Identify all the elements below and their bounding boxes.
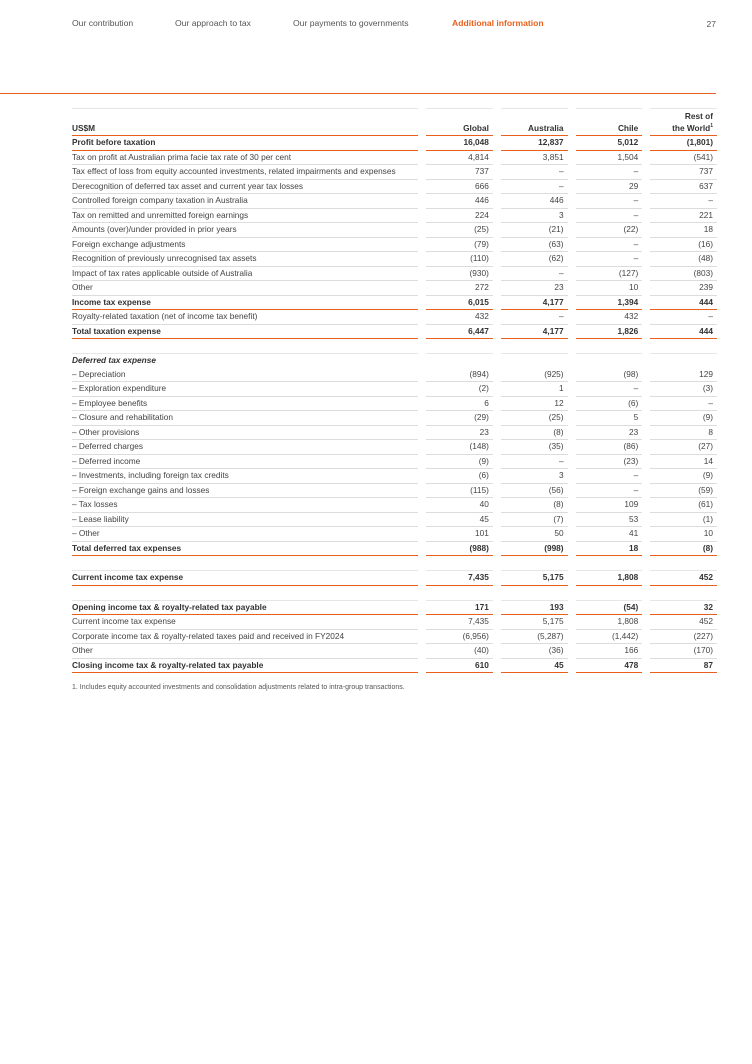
cell-global: 7,435 [426,571,493,586]
cell-australia: 1 [501,382,568,397]
cell-global: 16,048 [426,136,493,151]
cell-australia: (36) [501,644,568,659]
cell-global: (79) [426,238,493,253]
section-heading-row [72,354,717,368]
row-label: Amounts (over)/under provided in prior years [72,223,418,238]
table-row [72,223,717,238]
cell-global: (6) [426,469,493,484]
row-label: – Other [72,527,418,542]
cell-chile: 5,012 [576,136,643,151]
table-body [72,136,717,673]
cell-rest-of-world: (27) [650,440,717,455]
cell-global: (894) [426,368,493,383]
cell-chile [576,339,643,354]
cell-global: 224 [426,209,493,224]
cell-rest-of-world: (59) [650,484,717,499]
cell-australia: 12,837 [501,136,568,151]
cell-australia: (925) [501,368,568,383]
cell-rest-of-world: 239 [650,281,717,296]
row-label: Total taxation expense [72,325,418,340]
top-navigation [72,18,716,32]
cell-rest-of-world: (8) [650,542,717,557]
cell-chile: 109 [576,498,643,513]
row-label: Closing income tax & royalty-related tax payable [72,659,418,674]
cell-australia: – [501,180,568,195]
row-label: Controlled foreign company taxation in Australia [72,194,418,209]
nav-item-additional-information[interactable]: Additional information [452,18,544,28]
table-row [72,368,717,383]
cell-australia: (998) [501,542,568,557]
cell-global: (148) [426,440,493,455]
cell-chile: (6) [576,397,643,412]
cell-australia: 5,175 [501,615,568,630]
row-label [72,586,418,601]
cell-australia: 446 [501,194,568,209]
cell-rest-of-world: 637 [650,180,717,195]
table-row [72,527,717,542]
row-label: – Closure and rehabilitation [72,411,418,426]
cell-chile: – [576,165,643,180]
table-row [72,615,717,630]
cell-chile: 166 [576,644,643,659]
header-australia: Australia [501,108,568,136]
cell-chile: – [576,209,643,224]
row-label: Royalty-related taxation (net of income tax benefit) [72,310,418,325]
table-row [72,382,717,397]
cell-chile: – [576,194,643,209]
table-row [72,310,717,325]
cell-australia: (21) [501,223,568,238]
cell-australia: 3,851 [501,151,568,166]
cell-global: (40) [426,644,493,659]
cell-global: (110) [426,252,493,267]
cell-global: 7,435 [426,615,493,630]
cell-australia: 50 [501,527,568,542]
cell-australia [501,586,568,601]
row-label: Other [72,644,418,659]
table-row [72,630,717,645]
row-label: Tax on profit at Australian prima facie tax rate of 30 per cent [72,151,418,166]
table-row [72,165,717,180]
cell-chile: (54) [576,601,643,616]
cell-rest-of-world: 8 [650,426,717,441]
header-rest-line1: Rest of [684,111,713,122]
row-label: Foreign exchange adjustments [72,238,418,253]
cell-rest-of-world: 452 [650,615,717,630]
row-label [72,556,418,571]
cell-global: 101 [426,527,493,542]
row-label: – Foreign exchange gains and losses [72,484,418,499]
cell-australia: 5,175 [501,571,568,586]
cell-rest-of-world: 452 [650,571,717,586]
table-row [72,426,717,441]
table-spacer-row [72,339,717,354]
cell-chile: (22) [576,223,643,238]
cell-australia: – [501,455,568,470]
cell-chile: 29 [576,180,643,195]
cell-chile [576,556,643,571]
cell-chile: 18 [576,542,643,557]
cell-chile: (127) [576,267,643,282]
row-label: Recognition of previously unrecognised tax assets [72,252,418,267]
row-label: – Exploration expenditure [72,382,418,397]
row-label: – Depreciation [72,368,418,383]
table-row [72,411,717,426]
cell-chile: 5 [576,411,643,426]
cell-rest-of-world: (9) [650,469,717,484]
table-spacer-row [72,556,717,571]
cell-rest-of-world: 444 [650,325,717,340]
cell-chile: – [576,484,643,499]
table-row [72,209,717,224]
cell-australia: 4,177 [501,296,568,311]
row-label: Tax effect of loss from equity accounted investments, related impairments and expenses [72,165,418,180]
page-number: 27 [706,19,716,29]
cell-global: 4,814 [426,151,493,166]
cell-global [426,354,493,368]
footnote: 1. Includes equity accounted investments and consolidation adjustments related to intra-group transactions. [72,684,405,691]
nav-item-our-contribution[interactable]: Our contribution [72,18,134,28]
cell-rest-of-world: (1,801) [650,136,717,151]
cell-australia: – [501,310,568,325]
cell-chile: 1,808 [576,615,643,630]
cell-rest-of-world: 32 [650,601,717,616]
cell-global: 45 [426,513,493,528]
row-label: Other [72,281,418,296]
cell-rest-of-world: 14 [650,455,717,470]
cell-rest-of-world: 221 [650,209,717,224]
cell-australia: – [501,165,568,180]
row-label: – Lease liability [72,513,418,528]
cell-australia: (5,287) [501,630,568,645]
cell-australia: (56) [501,484,568,499]
cell-chile: – [576,469,643,484]
cell-chile [576,354,643,368]
table-header-row [72,108,717,136]
cell-rest-of-world: (541) [650,151,717,166]
table-row [72,498,717,513]
table-row [72,513,717,528]
header-divider [0,93,716,94]
row-label: – Tax losses [72,498,418,513]
cell-rest-of-world: (48) [650,252,717,267]
row-label: Opening income tax & royalty-related tax payable [72,601,418,616]
row-label [72,339,418,354]
cell-rest-of-world: 87 [650,659,717,674]
row-label: – Deferred income [72,455,418,470]
cell-rest-of-world: (227) [650,630,717,645]
cell-australia: (25) [501,411,568,426]
cell-global [426,339,493,354]
cell-global: 40 [426,498,493,513]
cell-global: (25) [426,223,493,238]
cell-global: (988) [426,542,493,557]
cell-rest-of-world: – [650,397,717,412]
table-row [72,296,717,311]
table-row [72,601,717,616]
footnote-marker: 1 [710,123,713,130]
cell-australia [501,354,568,368]
cell-rest-of-world [650,339,717,354]
cell-chile: 1,808 [576,571,643,586]
cell-rest-of-world: – [650,310,717,325]
cell-australia: 23 [501,281,568,296]
table-row [72,659,717,674]
table-row [72,267,717,282]
cell-rest-of-world: (9) [650,411,717,426]
cell-rest-of-world: (170) [650,644,717,659]
row-label: – Deferred charges [72,440,418,455]
row-label: Impact of tax rates applicable outside of Australia [72,267,418,282]
table-row [72,252,717,267]
cell-australia: 12 [501,397,568,412]
table-row [72,180,717,195]
cell-australia: (7) [501,513,568,528]
cell-global: 737 [426,165,493,180]
header-rest-of-world [650,108,717,136]
header-usd-m: US$M [72,108,418,136]
cell-australia [501,339,568,354]
row-label: Tax on remitted and unremitted foreign earnings [72,209,418,224]
header-global: Global [426,108,493,136]
cell-chile: 10 [576,281,643,296]
cell-chile: 1,394 [576,296,643,311]
cell-chile: 23 [576,426,643,441]
cell-chile: (23) [576,455,643,470]
cell-australia: 3 [501,469,568,484]
cell-australia: (8) [501,498,568,513]
cell-australia: (8) [501,426,568,441]
header-rest-line2: the World [672,123,711,133]
cell-chile: – [576,238,643,253]
cell-chile: 1,504 [576,151,643,166]
row-label: Corporate income tax & royalty-related taxes paid and received in FY2024 [72,630,418,645]
row-label: Profit before taxation [72,136,418,151]
cell-chile: 432 [576,310,643,325]
tax-reconciliation-table [72,108,717,673]
cell-rest-of-world: (3) [650,382,717,397]
cell-australia: 3 [501,209,568,224]
table-row [72,571,717,586]
cell-global: 6,447 [426,325,493,340]
nav-item-our-approach-to-tax[interactable]: Our approach to tax [175,18,251,28]
row-label: Deferred tax expense [72,355,156,365]
cell-global: 6 [426,397,493,412]
row-label: – Investments, including foreign tax credits [72,469,418,484]
cell-chile: (1,442) [576,630,643,645]
cell-global: (115) [426,484,493,499]
cell-rest-of-world: – [650,194,717,209]
cell-global: (29) [426,411,493,426]
cell-australia [501,556,568,571]
table-row [72,469,717,484]
cell-rest-of-world: (803) [650,267,717,282]
cell-rest-of-world [650,586,717,601]
table-row [72,455,717,470]
cell-global [426,586,493,601]
table-row [72,194,717,209]
header-chile: Chile [576,108,643,136]
row-label: Current income tax expense [72,615,418,630]
table-row [72,238,717,253]
row-label: – Other provisions [72,426,418,441]
table-row [72,542,717,557]
cell-rest-of-world: (1) [650,513,717,528]
cell-chile: (86) [576,440,643,455]
cell-chile: 1,826 [576,325,643,340]
cell-rest-of-world: (61) [650,498,717,513]
table-row [72,151,717,166]
table-row [72,440,717,455]
cell-rest-of-world: 737 [650,165,717,180]
table-row [72,281,717,296]
table-row [72,644,717,659]
table-spacer-row [72,586,717,601]
cell-chile: 53 [576,513,643,528]
cell-australia: (63) [501,238,568,253]
cell-rest-of-world: 18 [650,223,717,238]
row-label: Total deferred tax expenses [72,542,418,557]
row-label: Derecognition of deferred tax asset and current year tax losses [72,180,418,195]
cell-global [426,556,493,571]
cell-global: 446 [426,194,493,209]
cell-global: 610 [426,659,493,674]
cell-rest-of-world: 10 [650,527,717,542]
row-label: Income tax expense [72,296,418,311]
cell-rest-of-world [650,354,717,368]
cell-global: (930) [426,267,493,282]
table-row [72,397,717,412]
cell-rest-of-world: (16) [650,238,717,253]
cell-chile [576,586,643,601]
cell-global: (9) [426,455,493,470]
cell-rest-of-world: 444 [650,296,717,311]
cell-australia: (62) [501,252,568,267]
table-row [72,136,717,151]
cell-rest-of-world: 129 [650,368,717,383]
cell-rest-of-world [650,556,717,571]
cell-global: 23 [426,426,493,441]
row-label: – Employee benefits [72,397,418,412]
cell-global: 272 [426,281,493,296]
cell-global: (6,956) [426,630,493,645]
table-row [72,325,717,340]
cell-global: 6,015 [426,296,493,311]
cell-australia: (35) [501,440,568,455]
table-row [72,484,717,499]
cell-chile: 478 [576,659,643,674]
cell-global: 666 [426,180,493,195]
cell-global: 171 [426,601,493,616]
cell-australia: – [501,267,568,282]
cell-australia: 193 [501,601,568,616]
cell-australia: 45 [501,659,568,674]
cell-chile: – [576,382,643,397]
cell-global: 432 [426,310,493,325]
cell-australia: 4,177 [501,325,568,340]
cell-global: (2) [426,382,493,397]
cell-chile: (98) [576,368,643,383]
row-label: Current income tax expense [72,571,418,586]
nav-item-our-payments-to-governments[interactable]: Our payments to governments [293,18,409,28]
cell-chile: 41 [576,527,643,542]
cell-chile: – [576,252,643,267]
